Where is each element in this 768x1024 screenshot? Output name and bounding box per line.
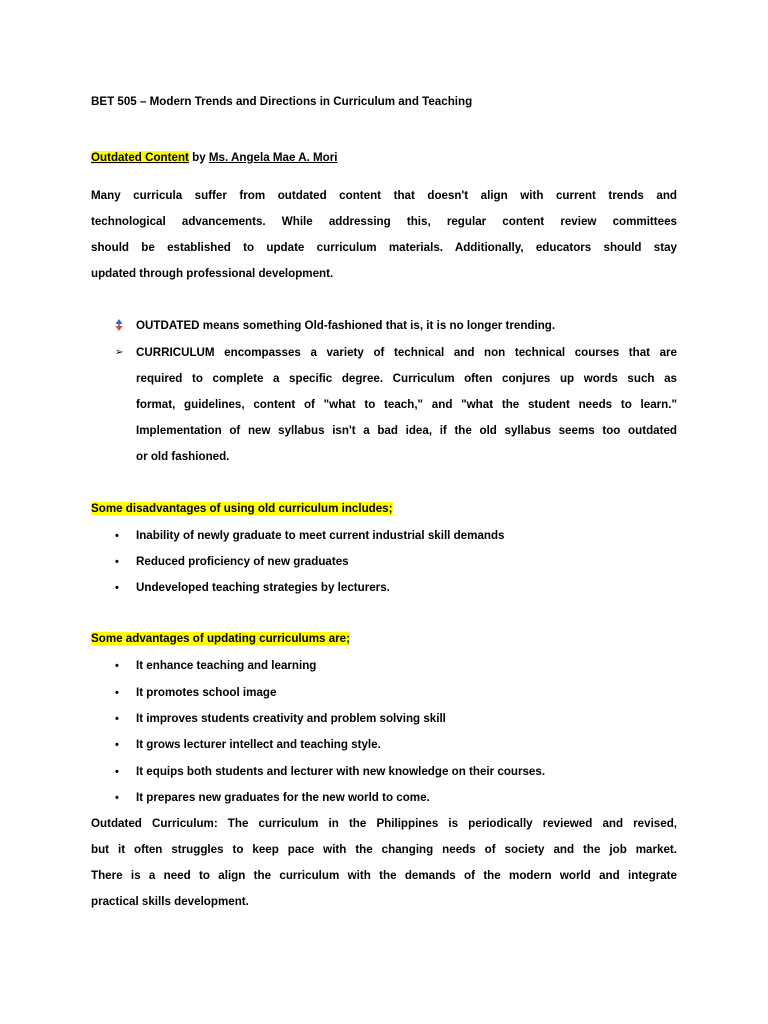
definition-outdated (136, 319, 555, 333)
bullet-icon: • (115, 792, 119, 804)
definition-curriculum-rest: encompasses a variety of technical and non technical courses that are (214, 346, 677, 359)
intro-line-2: technological advancements. While addressing this, regular content review committees (91, 215, 677, 228)
definition-outdated-text: means something Old-fashioned that is, it is no longer trending. (199, 319, 556, 332)
definition-curriculum-line-5: or old fashioned. (136, 450, 230, 463)
advantages-heading-text: Some advantages of updating curriculums are; (91, 632, 350, 645)
list-item: It equips both students and lecturer with new knowledge on their courses. (136, 765, 546, 778)
closing-line-1: Outdated Curriculum: The curriculum in the Philippines is periodically reviewed and revised, (91, 817, 677, 830)
closing-line-2: but it often struggles to keep pace with the changing needs of society and the job market. (91, 843, 677, 856)
list-item: It enhance teaching and learning (136, 659, 317, 672)
bullet-icon: • (115, 582, 119, 594)
advantages-heading (91, 632, 350, 646)
arrow-bullet-icon: ➢ (115, 347, 124, 358)
disadvantages-heading (91, 502, 393, 516)
bullet-icon: • (115, 687, 119, 699)
list-item: It grows lecturer intellect and teaching style. (136, 738, 381, 751)
list-item: Undeveloped teaching strategies by lecturers. (136, 581, 390, 594)
list-item: Inability of newly graduate to meet current industrial skill demands (136, 529, 505, 542)
bullet-icon: • (115, 530, 119, 542)
list-item: It promotes school image (136, 686, 277, 699)
bullet-icon: • (115, 660, 119, 672)
list-item: Reduced proficiency of new graduates (136, 555, 349, 568)
bullet-icon: • (115, 713, 119, 725)
intro-line-3: should be established to update curriculum materials. Additionally, educators should stay (91, 241, 677, 254)
intro-line-4: updated through professional development. (91, 267, 334, 280)
definition-curriculum-line-1 (136, 346, 677, 360)
definition-outdated-term: OUTDATED (136, 319, 200, 332)
bullet-icon: • (115, 739, 119, 751)
author-name: Ms. Angela Mae A. Mori (208, 151, 338, 164)
byline (91, 151, 338, 165)
intro-line-1: Many curricula suffer from outdated content that doesn't align with current trends and (91, 189, 677, 202)
definition-curriculum-line-2: required to complete a specific degree. Curriculum often conjures up words such as (136, 372, 677, 385)
byline-by: by (188, 151, 209, 164)
course-title: BET 505 – Modern Trends and Directions in Curriculum and Teaching (91, 95, 473, 108)
definition-curriculum-line-4: Implementation of new syllabus isn't a bad idea, if the old syllabus seems too outdated (136, 424, 677, 437)
disadvantages-heading-text: Some disadvantages of using old curriculum includes; (91, 502, 393, 515)
list-item: It prepares new graduates for the new world to come. (136, 791, 430, 804)
updown-arrow-icon (113, 318, 125, 332)
topic-title: Outdated Content (91, 151, 189, 164)
definition-curriculum-line-3: format, guidelines, content of "what to teach," and "what the student needs to learn." (136, 398, 677, 411)
list-item: It improves students creativity and problem solving skill (136, 712, 446, 725)
bullet-icon: • (115, 766, 119, 778)
definition-curriculum-term: CURRICULUM (136, 346, 215, 359)
bullet-icon: • (115, 556, 119, 568)
closing-line-3: There is a need to align the curriculum with the demands of the modern world and integrate (91, 869, 677, 882)
closing-line-4: practical skills development. (91, 895, 249, 908)
